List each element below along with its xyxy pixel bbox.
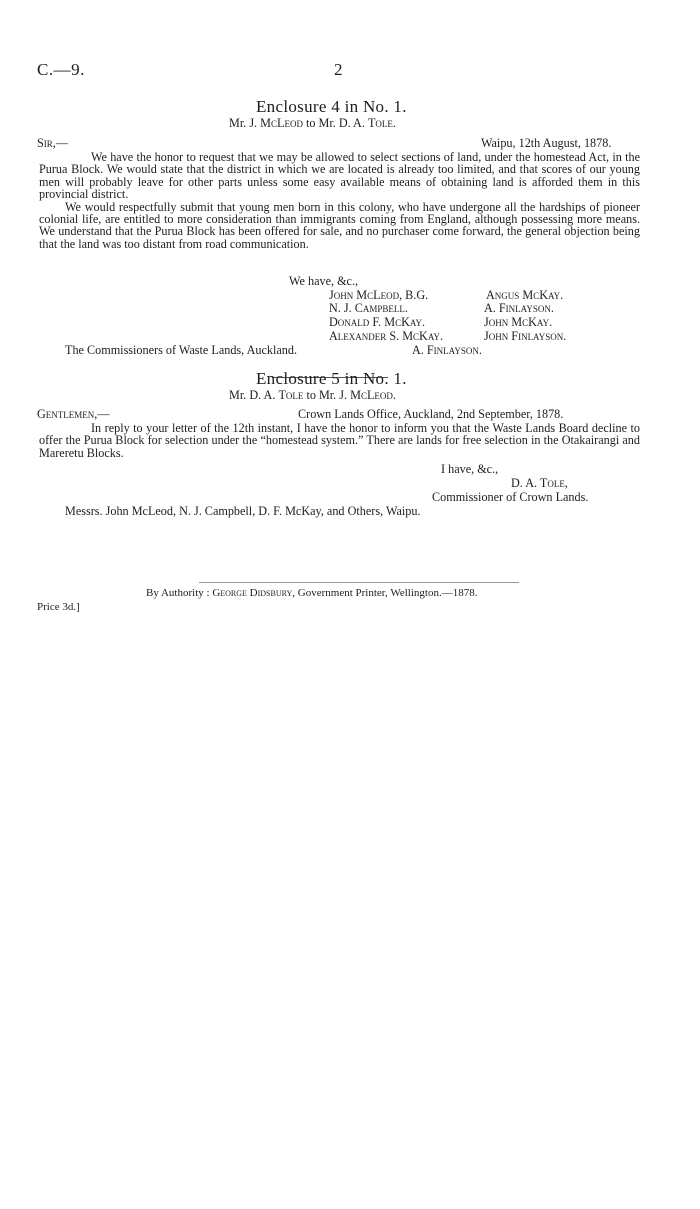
enclosure-5-closing: I have, &c., — [441, 462, 499, 476]
enclosure-5-place-date: Crown Lands Office, Auckland, 2nd September, 1878. — [298, 407, 564, 421]
enclosure-5-signer-title: Commissioner of Crown Lands. — [432, 490, 589, 504]
enclosure-5-paragraph-1: In reply to your letter of the 12th instant, I have the honor to inform you that the Waste Lands Board decline to offer the Purua Block for selection under the “homestead system.” There are lands for free selection in the Otakairangi and Mareretu Blocks. — [39, 421, 640, 460]
enclosure-4-place-date: Waipu, 12th August, 1878. — [481, 136, 612, 150]
enclosure-4-closing: We have, &c., — [289, 274, 359, 288]
enclosure-4-from-to: Mr. J. McLeod to Mr. D. A. Tole. — [229, 116, 396, 130]
enclosure-4-addressee: The Commissioners of Waste Lands, Auckland. — [65, 343, 298, 357]
printer-authority: By Authority : George Didsbury, Government Printer, Wellington.—1878. — [146, 587, 478, 599]
enclosure-5-title: Enclosure 5 in No. 1. — [256, 369, 407, 388]
page-number: 2 — [334, 60, 343, 79]
enclosure-5-salutation: Gentlemen,— — [37, 407, 110, 421]
enclosure-4-body — [39, 151, 640, 250]
enclosure-5-from-to: Mr. D. A. Tole to Mr. J. McLeod. — [229, 388, 396, 402]
signatory-right-3: John McKay. — [484, 315, 553, 329]
signatory-left-1: John McLeod, B.G. — [329, 288, 429, 302]
enclosure-4-title: Enclosure 4 in No. 1. — [256, 97, 407, 116]
enclosure-4-salutation: Sir,— — [37, 136, 69, 150]
price: Price 3d.] — [37, 601, 80, 613]
signatory-right-2: A. Finlayson. — [484, 301, 554, 315]
signatory-right-4: John Finlayson. — [484, 329, 567, 343]
enclosure-4-last-signatory: A. Finlayson. — [412, 343, 482, 357]
enclosure-5-signer: D. A. Tole, — [511, 476, 568, 490]
signatory-left-4: Alexander S. McKay. — [329, 329, 444, 343]
enclosure-4-paragraph-1: We have the honor to request that we may be allowed to select sections of land, under the homestead Act, in the Purua Block. We would state that the district in which we are located is already too limited, and that scores of our young men will probably leave for other parts unless some easy available means of obtaining land is afforded them in this provincial district. — [39, 150, 640, 202]
document-reference: C.—9. — [37, 60, 85, 79]
enclosure-5-addressee: Messrs. John McLeod, N. J. Campbell, D. F. McKay, and Others, Waipu. — [65, 504, 421, 518]
enclosure-4-paragraph-2: We would respectfully submit that young men born in this colony, who have undergone all the hardships of pioneer colonial life, are entitled to more consideration than immigrants coming from England, although possessing more means. We understand that the Purua Block has been offered for sale, and no purchaser come forward, the general objection being that the land was too distant from road communication. — [39, 199, 640, 251]
signatory-left-3: Donald F. McKay. — [329, 315, 426, 329]
signatory-left-2: N. J. Campbell. — [329, 301, 408, 315]
footer-rule — [199, 582, 519, 583]
enclosure-5-body — [39, 422, 640, 459]
signatory-right-1: Angus McKay. — [486, 288, 564, 302]
